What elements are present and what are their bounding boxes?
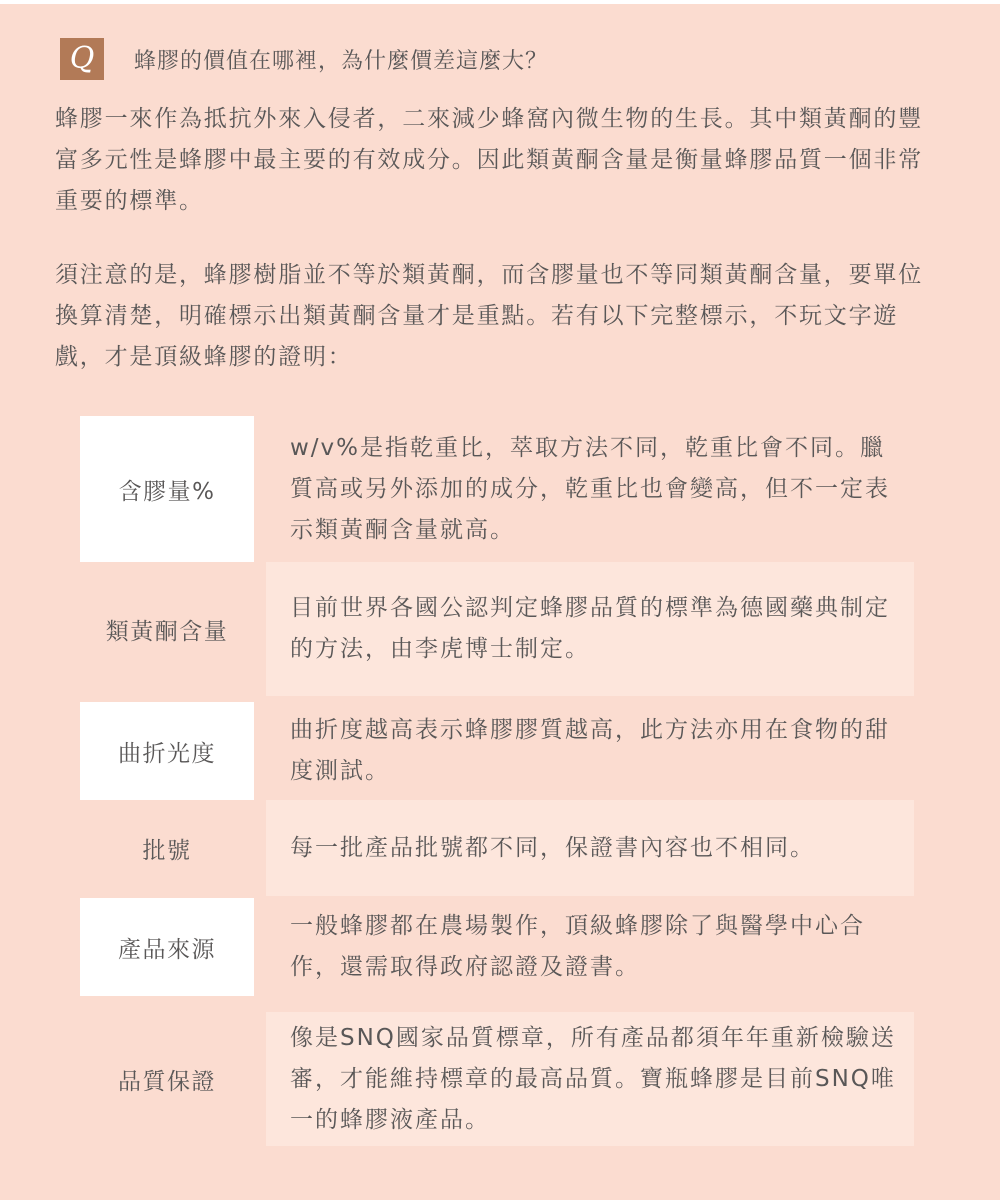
row-description: 像是SNQ國家品質標章，所有產品都須年年重新檢驗送審，才能維持標章的最高品質。寶瓶蜂膠是目前SNQ唯一的蜂膠液產品。 — [266, 1012, 914, 1146]
row-label: 含膠量% — [80, 416, 254, 562]
question-header — [60, 38, 548, 80]
table-row — [80, 702, 914, 800]
table-row — [80, 416, 914, 562]
table-row — [80, 800, 914, 896]
row-label: 批號 — [142, 837, 192, 864]
row-label: 曲折光度 — [80, 702, 254, 800]
row-description: 曲折度越高表示蜂膠膠質越高，此方法亦用在食物的甜度測試。 — [290, 717, 890, 784]
row-label: 類黃酮含量 — [105, 618, 229, 645]
intro-paragraph-2: 須注意的是，蜂膠樹脂並不等於類黃酮，而含膠量也不等同類黃酮含量，要單位換算清楚，明確標示出類黃酮含量才是重點。若有以下完整標示，不玩文字遊戲，才是頂級蜂膠的證明： — [55, 262, 923, 370]
table-row — [80, 1012, 914, 1146]
top-divider — [0, 0, 1000, 4]
table-row — [80, 898, 914, 996]
table-row — [80, 562, 914, 696]
question-title: 蜂膠的價值在哪裡，為什麼價差這麼大？ — [134, 48, 549, 74]
row-label: 產品來源 — [80, 898, 254, 996]
question-badge: Q — [60, 38, 104, 80]
row-description: 目前世界各國公認判定蜂膠品質的標準為德國藥典制定的方法，由李虎博士制定。 — [266, 562, 914, 696]
intro-paragraph-1: 蜂膠一來作為抵抗外來入侵者，二來減少蜂窩內微生物的生長。其中類黃酮的豐富多元性是蜂膠中最主要的有效成分。因此類黃酮含量是衡量蜂膠品質一個非常重要的標準。 — [55, 106, 923, 214]
row-description: 每一批產品批號都不同，保證書內容也不相同。 — [266, 800, 914, 896]
row-label: 品質保證 — [118, 1068, 216, 1095]
row-description: w/v%是指乾重比，萃取方法不同，乾重比會不同。臘質高或另外添加的成分，乾重比也會變高，但不一定表示類黃酮含量就高。 — [290, 434, 890, 543]
row-description: 一般蜂膠都在農場製作，頂級蜂膠除了與醫學中心合作，還需取得政府認證及證書。 — [290, 913, 865, 980]
